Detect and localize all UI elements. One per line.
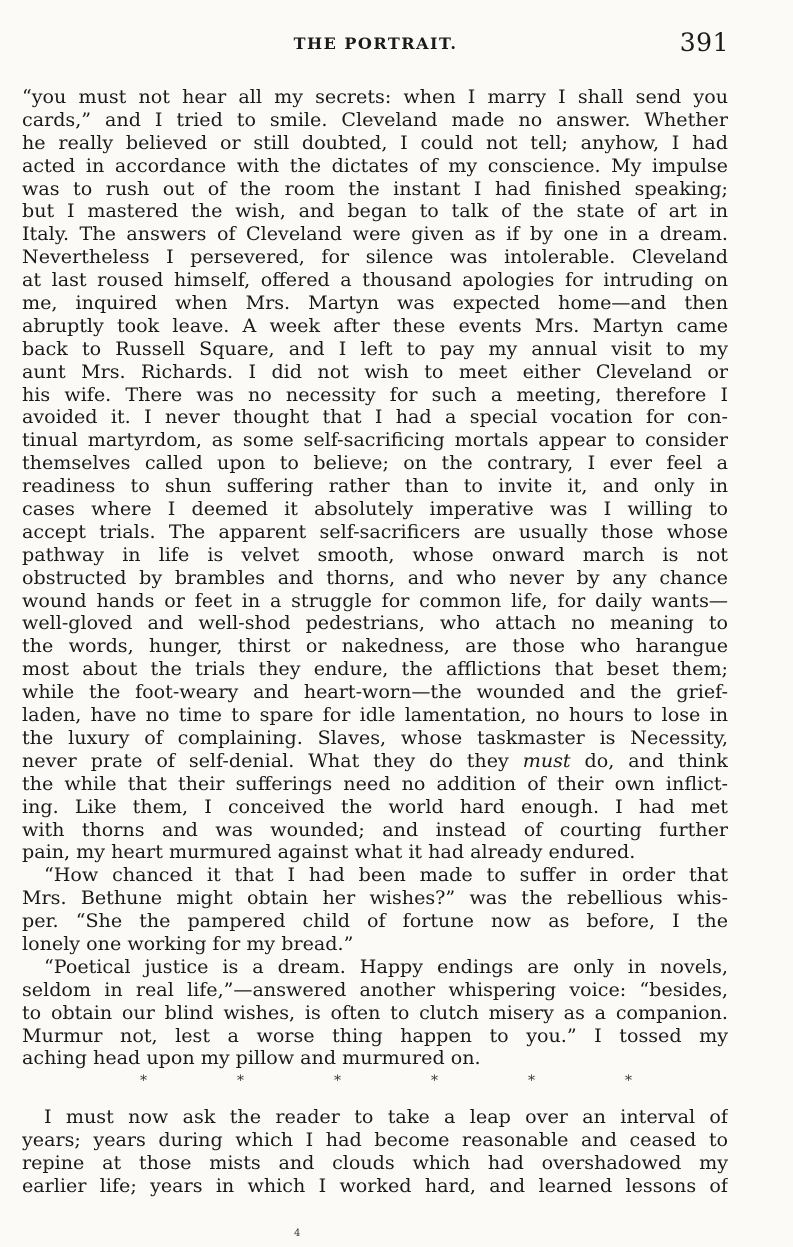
running-head <box>22 24 729 64</box>
text-line: while the foot-weary and heart-worn—the wounded and the grief- <box>22 681 728 704</box>
asterism: * <box>140 1073 147 1090</box>
text-line: at last roused himself, offered a thousand apologies for intruding on <box>22 269 728 292</box>
asterism: * <box>334 1073 341 1090</box>
text-line: back to Russell Square, and I left to pay my annual visit to my <box>22 337 728 360</box>
text-line: he really believed or still doubted, I could not tell; anyhow, I had <box>22 131 728 154</box>
text-line: most about the trials they endure, the afflictions that beset them; <box>22 658 728 681</box>
text-line: accept trials. The apparent self-sacrificers are usually those whose <box>22 520 728 543</box>
text-line: his wife. There was no necessity for such a meeting, therefore I <box>22 383 728 406</box>
text-line: was to rush out of the room the instant I had finished speaking; <box>22 177 728 200</box>
text-line: ing. Like them, I conceived the world hard enough. I had met <box>22 795 728 818</box>
text-line: tinual martyrdom, as some self-sacrificing mortals appear to consider <box>22 429 728 452</box>
text-line: aching head upon my pillow and murmured on. <box>22 1047 481 1070</box>
text-line: Mrs. Bethune might obtain her wishes?” was the rebellious whis- <box>22 887 728 910</box>
text-line: per. “She the pampered child of fortune now as before, I the <box>22 910 728 933</box>
text-line: repine at those mists and clouds which had overshadowed my <box>22 1152 728 1175</box>
footer-mark: 4 <box>294 1228 301 1239</box>
text-line: pain, my heart murmured against what it had already endured. <box>22 841 636 864</box>
text-line: “How chanced it that I had been made to suffer in order that <box>44 864 728 887</box>
text-line: cases where I deemed it absolutely imperative was I willing to <box>22 498 728 521</box>
body-text <box>22 86 728 1198</box>
text-line: seldom in real life,”—answered another whispering voice: “besides, <box>22 978 728 1001</box>
running-title: THE PORTRAIT. <box>293 34 458 53</box>
emphasis: must <box>522 749 571 772</box>
asterism: * <box>625 1073 632 1090</box>
text-line: cards,” and I tried to smile. Cleveland made no answer. Whether <box>22 108 728 131</box>
text-line: me, inquired when Mrs. Martyn was expected home—and then <box>22 292 728 315</box>
asterism: * <box>431 1073 438 1090</box>
page-number: 391 <box>679 28 729 57</box>
text-line: well-gloved and well-shod pedestrians, who attach no meaning to <box>22 612 728 635</box>
text-line: obstructed by brambles and thorns, and who never by any chance <box>22 566 728 589</box>
text-line: acted in accordance with the dictates of my conscience. My impulse <box>22 154 728 177</box>
text-line: laden, have no time to spare for idle lamentation, no hours to lose in <box>22 704 728 727</box>
text-line: the words, hunger, thirst or nakedness, are those who harangue <box>22 635 728 658</box>
text-line: the luxury of complaining. Slaves, whose taskmaster is Necessity, <box>22 726 728 749</box>
text-line: readiness to shun suffering rather than to invite it, and only in <box>22 475 728 498</box>
text-line: abruptly took leave. A week after these events Mrs. Martyn came <box>22 314 728 337</box>
text-line: earlier life; years in which I worked hard, and learned lessons of <box>22 1174 728 1197</box>
text-line: themselves called upon to believe; on the contrary, I ever feel a <box>22 452 728 475</box>
text-line: “you must not hear all my secrets: when I marry I shall send you <box>22 86 728 108</box>
text-line: but I mastered the wish, and began to talk of the state of art in <box>22 200 728 223</box>
section-break <box>22 1070 728 1092</box>
section-gap <box>22 1092 728 1106</box>
text-line: the while that their sufferings need no addition of their own inflict- <box>22 772 728 795</box>
text-line: to obtain our blind wishes, is often to clutch misery as a companion. <box>22 1001 728 1024</box>
text-line: never prate of self-denial. What they do they must do, and think <box>22 749 728 772</box>
text-line: Murmur not, lest a worse thing happen to you.” I tossed my <box>22 1024 728 1047</box>
text-line: with thorns and was wounded; and instead of courting further <box>22 818 728 841</box>
text-line: I must now ask the reader to take a leap over an interval of <box>44 1106 728 1129</box>
text-line: lonely one working for my bread.” <box>22 932 354 955</box>
text-line: “Poetical justice is a dream. Happy endings are only in novels, <box>44 955 728 978</box>
text-line: Italy. The answers of Cleveland were given as if by one in a dream. <box>22 223 728 246</box>
text-line: wound hands or feet in a struggle for common life, for daily wants— <box>22 589 728 612</box>
text-line: avoided it. I never thought that I had a special vocation for con- <box>22 406 728 429</box>
asterism: * <box>237 1073 244 1090</box>
asterism: * <box>528 1073 535 1090</box>
text-line: years; years during which I had become reasonable and ceased to <box>22 1129 728 1152</box>
text-line: Nevertheless I persevered, for silence was intolerable. Cleveland <box>22 246 728 269</box>
text-line: aunt Mrs. Richards. I did not wish to meet either Cleveland or <box>22 360 728 383</box>
text-line: pathway in life is velvet smooth, whose onward march is not <box>22 543 728 566</box>
